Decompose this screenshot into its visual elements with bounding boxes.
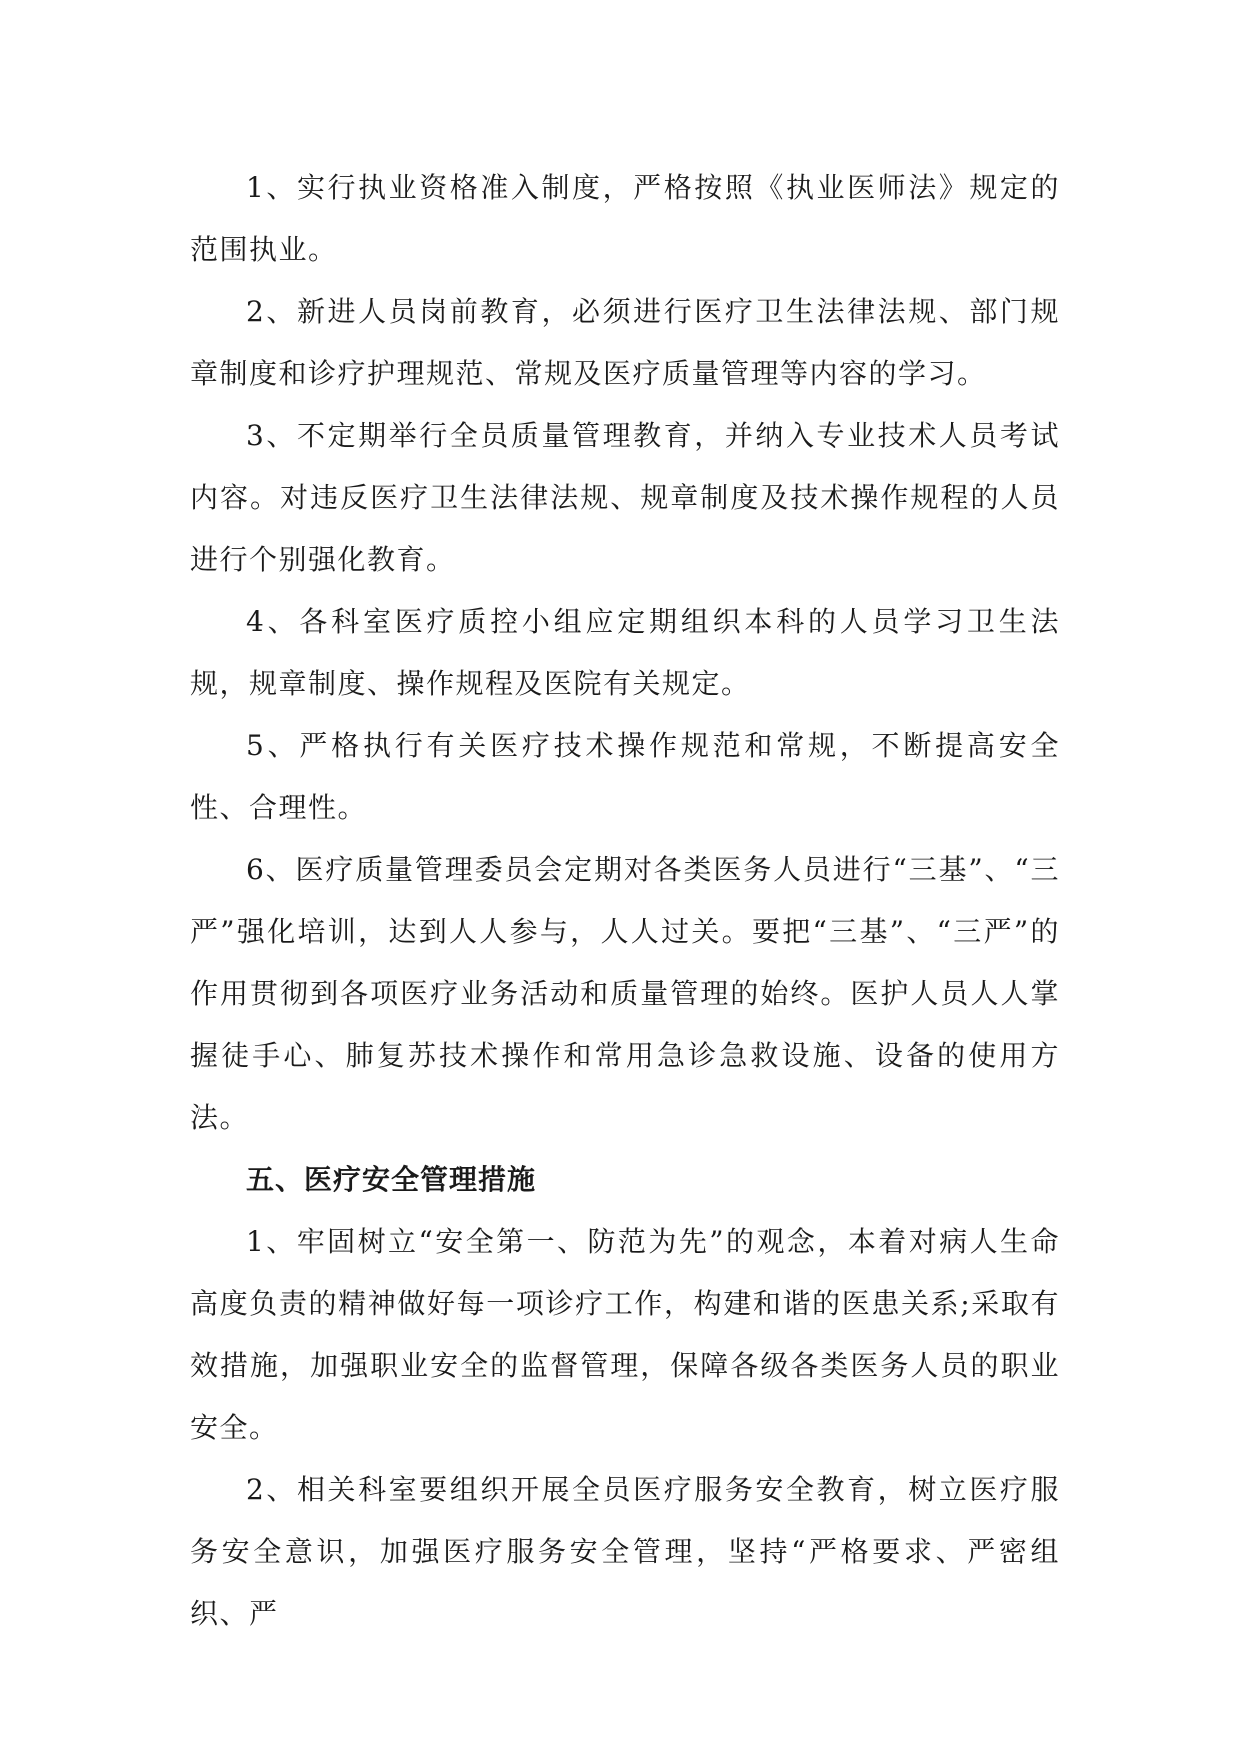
document-body: [190, 157, 1060, 1645]
section-heading: 五、医疗安全管理措施: [246, 1163, 537, 1196]
paragraph-5: 5、严格执行有关医疗技术操作规范和常规，不断提高安全性、合理性。: [190, 729, 1060, 824]
paragraph-3: 3、不定期举行全员质量管理教育，并纳入专业技术人员考试内容。对违反医疗卫生法律法规、规章制度及技术操作规程的人员进行个别强化教育。: [190, 419, 1060, 576]
paragraph-4: 4、各科室医疗质控小组应定期组织本科的人员学习卫生法规，规章制度、操作规程及医院有关规定。: [190, 605, 1060, 700]
paragraph-2: 2、新进人员岗前教育，必须进行医疗卫生法律法规、部门规章制度和诊疗护理规范、常规及医疗质量管理等内容的学习。: [190, 295, 1060, 390]
section-paragraph-2: 2、相关科室要组织开展全员医疗服务安全教育，树立医疗服务安全意识，加强医疗服务安全管理，坚持“严格要求、严密组织、严: [190, 1473, 1060, 1630]
section-paragraph-1: 1、牢固树立“安全第一、防范为先”的观念，本着对病人生命高度负责的精神做好每一项诊疗工作，构建和谐的医患关系;采取有效措施，加强职业安全的监督管理，保障各级各类医务人员的职业安全。: [190, 1225, 1060, 1444]
paragraph-6: 6、医疗质量管理委员会定期对各类医务人员进行“三基”、“三严”强化培训，达到人人参与，人人过关。要把“三基”、“三严”的作用贯彻到各项医疗业务活动和质量管理的始终。医护人员人人掌握徒手心、肺复苏技术操作和常用急诊急救设施、设备的使用方法。: [190, 853, 1060, 1134]
paragraph-1: 1、实行执业资格准入制度，严格按照《执业医师法》规定的范围执业。: [190, 171, 1060, 266]
